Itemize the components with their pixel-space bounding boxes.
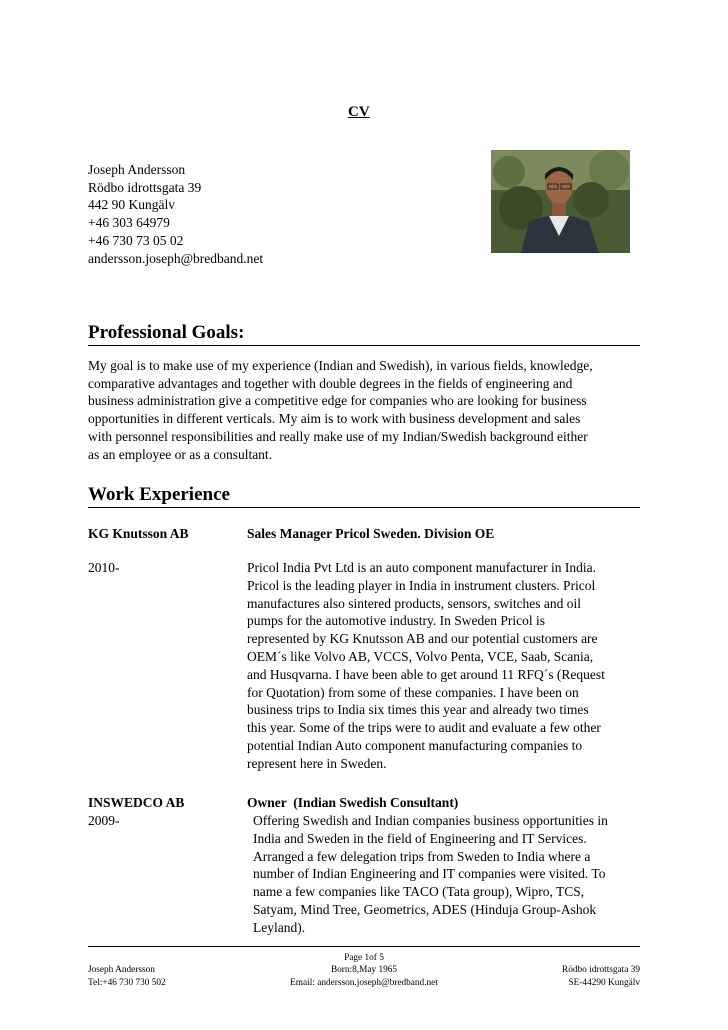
job2-role: Owner (Indian Swedish Consultant) bbox=[247, 795, 459, 810]
contact-email: andersson.joseph@bredband.net bbox=[88, 250, 264, 266]
job1-line: represent here in Sweden. bbox=[247, 755, 387, 771]
job1-line: pumps for the automotive industry. In Sweden Pricol is bbox=[247, 613, 545, 629]
section-heading-goals: Professional Goals: bbox=[88, 322, 640, 346]
page-title: CV bbox=[348, 104, 370, 120]
section-heading-work: Work Experience bbox=[88, 484, 640, 508]
job1-line: Pricol India Pvt Ltd is an auto component manufacturer in India. bbox=[247, 560, 597, 575]
job2-line: India and Sweden in the field of Engineering and IT Services. bbox=[253, 830, 587, 846]
goals-line: My goal is to make use of my experience (Indian and Swedish), in various fields, knowledge, bbox=[88, 358, 593, 373]
job1-line: this year. Some of the trips were to audit and evaluate a few other bbox=[247, 720, 601, 736]
job2-description bbox=[253, 812, 653, 937]
footer-born: Born:8,May 1965 bbox=[330, 965, 398, 975]
footer-page-number: Page 1of 5 bbox=[344, 953, 384, 963]
job1-period: 2010- bbox=[88, 560, 120, 575]
job2-line: Arranged a few delegation trips from Sweden to India where a bbox=[253, 848, 591, 864]
footer-address: Rödbo idrottsgata 39 bbox=[562, 965, 640, 975]
job1-description bbox=[247, 559, 647, 773]
contact-block bbox=[88, 161, 263, 267]
contact-street: Rödbo idrottsgata 39 bbox=[88, 179, 202, 195]
footer-tel: Tel:+46 730 730 502 bbox=[88, 978, 166, 988]
goals-line: opportunities in different verticals. My aim is to work with business development and sales bbox=[88, 411, 581, 427]
job1-line: and Husqvarna. I have been able to get around 11 RFQ´s (Request bbox=[247, 666, 605, 682]
footer-email: Email: andersson.joseph@bredband.net bbox=[290, 978, 438, 988]
job2-line: Offering Swedish and Indian companies business opportunities in bbox=[253, 813, 608, 828]
contact-name: Joseph Andersson bbox=[88, 162, 186, 177]
job1-line: potential Indian Auto component manufacturing companies to bbox=[247, 737, 583, 753]
contact-postal: 442 90 Kungälv bbox=[88, 197, 175, 213]
contact-phone-1: +46 303 64979 bbox=[88, 215, 170, 231]
job1-line: manufactures also sintered products, sensors, switches and oil bbox=[247, 595, 582, 611]
job1-role: Sales Manager Pricol Sweden. Division OE bbox=[247, 526, 495, 541]
job2-company: INSWEDCO AB bbox=[88, 795, 185, 810]
job2-line: Satyam, Mind Tree, Geometrics, ADES (Hinduja Group-Ashok bbox=[253, 901, 597, 917]
job2-line: Leyland). bbox=[253, 919, 306, 935]
job1-line: OEM´s like Volvo AB, VCCS, Volvo Penta, VCE, Saab, Scania, bbox=[247, 648, 594, 664]
goals-line: comparative advantages and together with double degrees in the fields of engineering and bbox=[88, 375, 573, 391]
contact-phone-2: +46 730 73 05 02 bbox=[88, 232, 184, 248]
job1-line: Pricol is the leading player in India in instrument clusters. Pricol bbox=[247, 577, 596, 593]
goals-line: with personnel responsibilities and really make use of my Indian/Swedish background either bbox=[88, 428, 588, 444]
footer-postal: SE-44290 Kungälv bbox=[568, 978, 640, 988]
job1-line: business trips to India six times this year and already two times bbox=[247, 702, 589, 718]
goals-paragraph bbox=[88, 357, 640, 463]
job1-line: represented by KG Knutsson AB and our potential customers are bbox=[247, 631, 598, 647]
goals-line: as an employee or as a consultant. bbox=[88, 446, 273, 462]
goals-line: business administration give a competitive edge for companies who are looking for business bbox=[88, 393, 587, 409]
job1-line: for Quotation) from some of these companies. I have been on bbox=[247, 684, 579, 700]
job2-line: number of Indian Engineering and IT companies were visited. To bbox=[253, 866, 606, 882]
footer-divider bbox=[88, 946, 640, 947]
job2-line: name a few companies like TACO (Tata group), Wipro, TCS, bbox=[253, 884, 585, 900]
profile-photo bbox=[491, 150, 630, 253]
footer-name: Joseph Andersson bbox=[88, 965, 155, 975]
job1-company: KG Knutsson AB bbox=[88, 526, 189, 541]
job2-period: 2009- bbox=[88, 813, 120, 828]
